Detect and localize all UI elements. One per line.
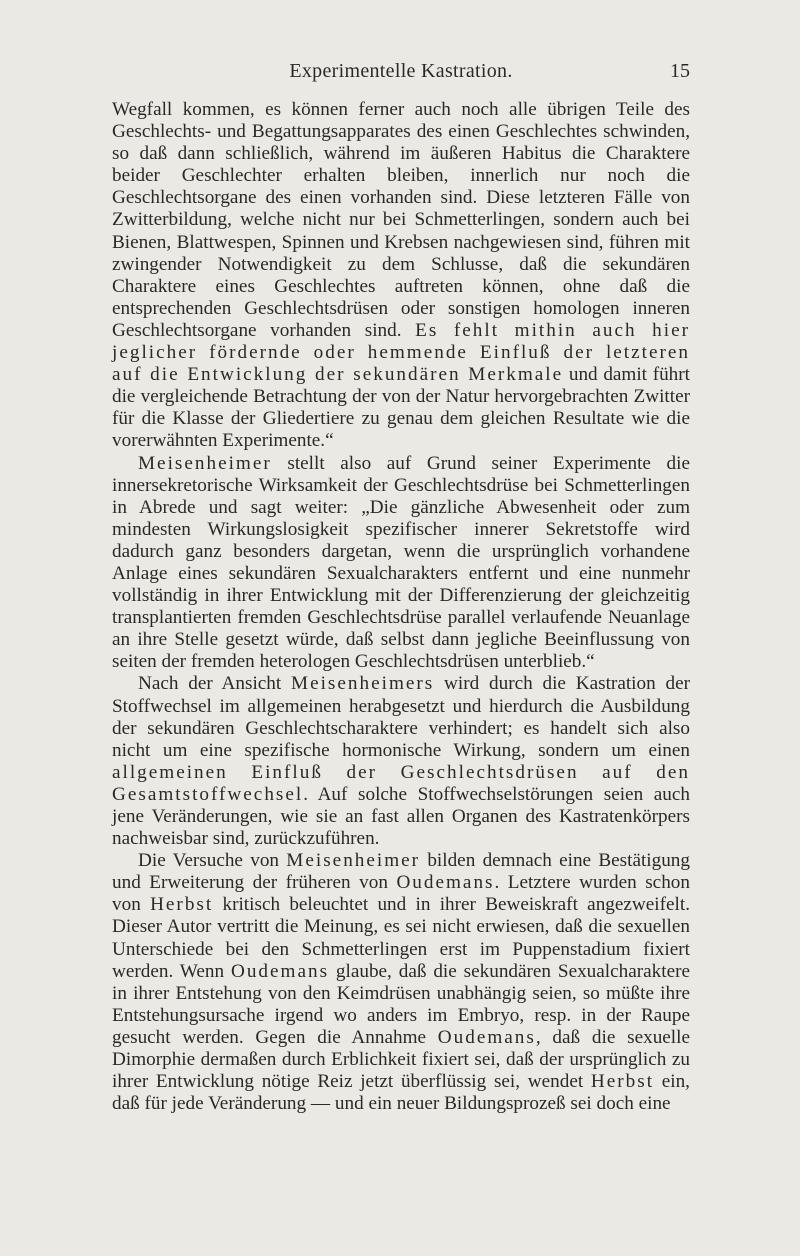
- spaced-emphasis: Oudemans: [437, 1026, 536, 1048]
- paragraph: [112, 850, 690, 1115]
- spaced-emphasis: Meisenheimer: [138, 452, 272, 474]
- text-run: Nach der Ansicht: [138, 673, 292, 695]
- text-run: stellt also auf Grund seiner Experimente die innersekretorische Wirksamkeit der Geschlechtsdrüse bei Schmetterlingen in Abrede und sagt weiter: „Die gänzliche Abwesenheit oder zum mindesten Wirkungslosigkeit spezifischer innerer Sekretstoffe wird dadurch ganz besonders dargetan, wenn die ursprünglich vorhandene Anlage eines sekundären Sexualcharakters entfernt und eine nunmehr vollständig in ihrer Entwicklung mit der Differenzierung der gleichzeitig transplantierten fremden Geschlechtsdrüse parallel verlaufende Neuanlage an ihre Stelle gesetzt würde, daß selbst dann jegliche Beeinflussung von seiten der fremden heterologen Geschlechtsdrüsen unterblieb.“: [112, 452, 690, 673]
- spaced-emphasis: Es fehlt mithin auch hier jeglicher fördernde oder hemmende Einfluß der letzteren auf die Entwicklung der sekundären Merkmale: [112, 319, 690, 386]
- running-title: Experimentelle Kastration.: [289, 60, 513, 82]
- text-run: glaube, daß die sekundären Sexualcharaktere in ihrer Entstehung von den Keimdrüsen unabhängig seien, so müßte ihre Entstehungsursache irgend wo anders im Embryo, resp. in der Raupe gesucht werden. Gegen die Annahme: [112, 960, 691, 1048]
- text-run: Wegfall kommen, es können ferner auch noch alle übrigen Teile des Geschlechts- und Begattungsapparates des einen Geschlechtes schwinden, so daß dann schließlich, während im äußeren Habitus die Charaktere beider Geschlechter erhalten bleiben, innerlich nur noch die Geschlechtsorgane des einen vorhanden sind. Diese letzteren Fälle von Zwitterbildung, welche nicht nur bei Schmetterlingen, sondern auch bei Bienen, Blattwespen, Spinnen und Krebsen nachgewiesen sind, führen mit zwingender Notwendigkeit zu dem Schlusse, daß die sekundären Charaktere eines Geschlechtes auftreten können, ohne daß die entsprechenden Geschlechtsdrüsen oder sonstigen homologen inneren Geschlechtsorgane vorhanden sind.: [112, 99, 690, 341]
- spaced-emphasis: Meisenheimers: [291, 673, 435, 695]
- running-head: [112, 60, 690, 90]
- text-run: . Letztere wurden schon von: [112, 872, 690, 916]
- text-run: ein, daß für jede Veränderung — und ein neuer Bildungsprozeß sei doch eine: [112, 1071, 690, 1115]
- spaced-emphasis: Herbst: [150, 894, 214, 916]
- spaced-emphasis: Meisenheimer: [286, 850, 421, 872]
- paragraph: [112, 453, 690, 674]
- text-run: kritisch beleuchtet und in ihrer Beweiskraft angezweifelt. Dieser Autor vertritt die Meinung, es sei nicht erwiesen, daß die sexuellen Unterschiede bei den Schmetterlingen erst im Puppenstadium fixiert werden. Wenn: [112, 894, 690, 982]
- text-run: bilden demnach eine Bestätigung und Erweiterung der früheren von: [112, 850, 690, 894]
- text-run: , daß die sexuelle Dimorphie dermaßen durch Erblichkeit fixiert sei, daß der ursprünglich zu ihrer Entwicklung nötige Reiz jetzt überflüssig sei, wendet: [112, 1026, 690, 1093]
- text-run: . Auf solche Stoffwechselstörungen seien auch jene Veränderungen, wie sie an fast allen Organen des Kastratenkörpers nachweisbar sind, zurückzuführen.: [112, 783, 690, 850]
- spaced-emphasis: Oudemans: [230, 960, 330, 982]
- paragraph: [112, 99, 690, 453]
- spaced-emphasis: Oudemans: [396, 872, 495, 894]
- text-run: und damit führt die vergleichende Betrachtung der von der Natur hervorgebrachten Zwitter für die Klasse der Gliedertiere zu genau dem gleichen Resultate wie die vorerwähnten Experimente.“: [112, 364, 690, 452]
- paragraph: [112, 673, 690, 850]
- spaced-emphasis: Herbst: [590, 1071, 655, 1093]
- spaced-emphasis: allgemeinen Einfluß der Geschlechtsdrüsen auf den Gesamtstoffwechsel: [112, 761, 690, 805]
- page-number: 15: [670, 60, 690, 82]
- body-text: [112, 99, 690, 1115]
- text-run: Die Versuche von: [138, 850, 287, 872]
- text-run: wird durch die Kastration der Stoffwechsel im allgemeinen herabgesetzt und hierdurch die Ausbildung der sekundären Geschlechtscharaktere verhindert; es handelt sich also nicht um eine spezifische hormonische Wirkung, sondern um einen: [112, 673, 690, 761]
